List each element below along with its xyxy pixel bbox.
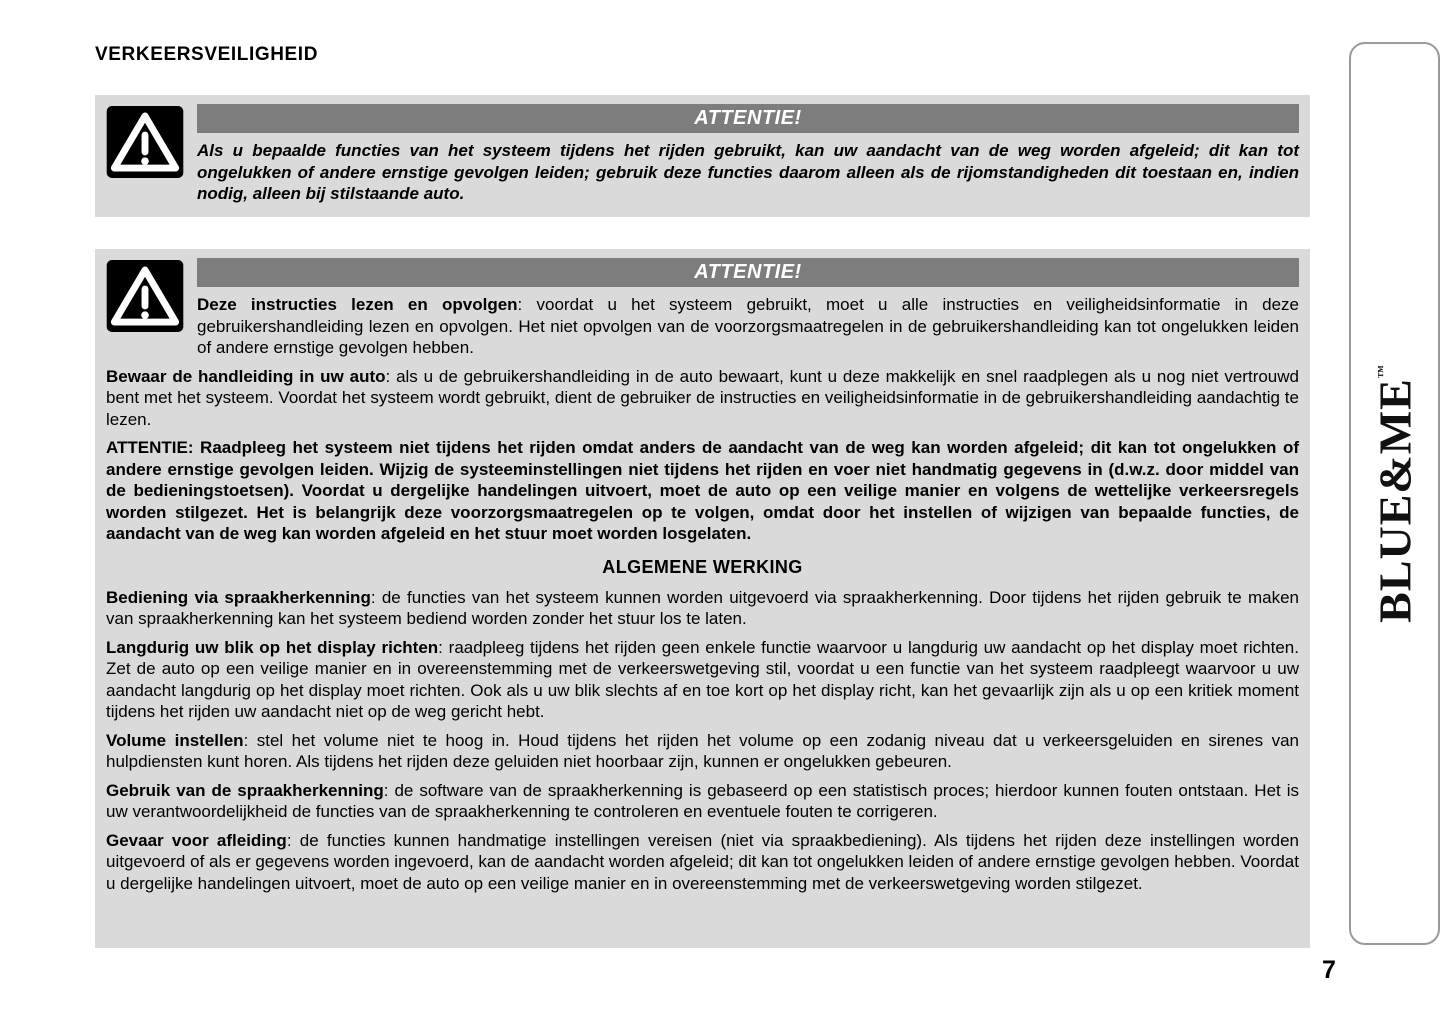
section-heading-general-operation: ALGEMENE WERKING xyxy=(602,556,803,577)
sidebar-brand-panel xyxy=(1349,42,1440,945)
paragraph-keep-manual: Bewaar de handleiding in uw auto: als u de gebruikershandleiding in de auto bewaart, kunt u deze makkelijk en snel raadplegen als u nog niet vertrouwd bent met het systeem. Voordat het systeem wordt gebruikt, dient de gebruiker de instructies en veiligheidsinformatie in de gebruikershandleiding aandachtig te lezen. xyxy=(106,366,1299,429)
paragraph-volume: Volume instellen: stel het volume niet te hoog in. Houd tijdens het rijden het volume op een zodanig niveau dat u verkeersgeluiden en sirenes van hulpdiensten kunt horen. Als tijdens het rijden deze geluiden niet hoorbaar zijn, kunnen er ongelukken gebeuren. xyxy=(106,730,1300,771)
warning-box-top xyxy=(95,95,1310,217)
warning-triangle-icon xyxy=(106,260,184,332)
paragraph-distraction-danger: Gevaar voor afleiding: de functies kunnen handmatige instellingen vereisen (niet via spraakbediening). Als tijdens het rijden deze instellingen worden uitgevoerd of als er gegevens worden ingevoerd, kan de aandacht worden afgeleid; dit kan tot ongelukken leiden of andere ernstige gevolgen hebben. Voordat u dergelijke handelingen uitvoert, moet de auto op een veilige manier en in overeenstemming met de verkeerswetgeving worden stilgezet. xyxy=(106,830,1299,893)
page-number: 7 xyxy=(1322,956,1336,984)
trademark-symbol: ™ xyxy=(1374,364,1389,378)
warning-header: ATTENTIE! xyxy=(197,258,1299,287)
warning-box-main xyxy=(95,249,1310,948)
paragraph-speech-recognition: Gebruik van de spraakherkenning: de software van de spraakherkenning is gebaseerd op een statistisch proces; hierdoor kunnen fouten ontstaan. Het is uw verantwoordelijkheid de functies van de spraakherkenning te controleren en eventuele fouten te corrigeren. xyxy=(106,780,1300,821)
paragraph-instructions: Deze instructies lezen en opvolgen: voordat u het systeem gebruikt, moet u alle instructies en veiligheidsinformatie in deze gebruikershandleiding lezen en opvolgen. Het niet opvolgen van de voorzorgsmaatregelen in de gebruikershandleiding kan tot ongelukken leiden of andere ernstige gevolgen hebben. xyxy=(197,295,1299,357)
paragraph-voice-control: Bediening via spraakherkenning: de functies van het systeem kunnen worden uitgevoerd via spraakherkenning. Door tijdens het rijden gebruik te maken van spraakherkenning kan het systeem bediend worden zonder het stuur los te laten. xyxy=(106,587,1299,628)
paragraph-attention-bold: ATTENTIE: Raadpleeg het systeem niet tijdens het rijden omdat anders de aandacht van de weg kan worden afgeleid; dit kan tot ongelukken of andere ernstige gevolgen leiden. Wijzig de systeeminstellingen niet tijdens het rijden en voer niet handmatig gegevens in (d.w.z. door middel van de bedieningstoetsen). Voordat u dergelijke handelingen uitvoert, moet de auto op een veilige manier en volgens de wettelijke verkeersregels worden stilgezet. Het is belangrijk deze voorzorgsmaatregelen op te volgen, omdat door het instellen of wijzigen van bepaalde functies, de aandacht van de weg kan worden afgeleid en het stuur moet worden losgelaten. xyxy=(106,438,1299,543)
warning-triangle-icon xyxy=(106,106,184,178)
paragraph-display-attention: Langdurig uw blik op het display richten: raadpleeg tijdens het rijden geen enkele functie waarvoor u langdurig uw aandacht op het display moet richten. Zet de auto op een veilige manier en in overeenstemming met de verkeerswetgeving stil, voordat u een functie van het systeem raadpleegt waarvoor u uw aandacht langdurig op het display moet richten. Ook als u uw blik slechts af en toe kort op het display richt, kan het gevaarlijk zijn als u op een kritiek moment tijdens het rijden uw aandacht niet op de weg gericht hebt. xyxy=(106,637,1299,721)
page-title: VERKEERSVEILIGHEID xyxy=(95,44,319,65)
blue-and-me-logo: BLUE&ME™ xyxy=(1369,364,1420,623)
warning-body-text: Als u bepaalde functies van het systeem tijdens het rijden gebruikt, kan uw aandacht van de weg worden afgeleid; dit kan tot ongelukken of andere ernstige gevolgen leiden; gebruik deze functies daarom alleen als de rijomstandigheden dit toestaan en, indien nodig, alleen bij stilstaande auto. xyxy=(197,141,1299,203)
warning-header: ATTENTIE! xyxy=(197,104,1299,133)
